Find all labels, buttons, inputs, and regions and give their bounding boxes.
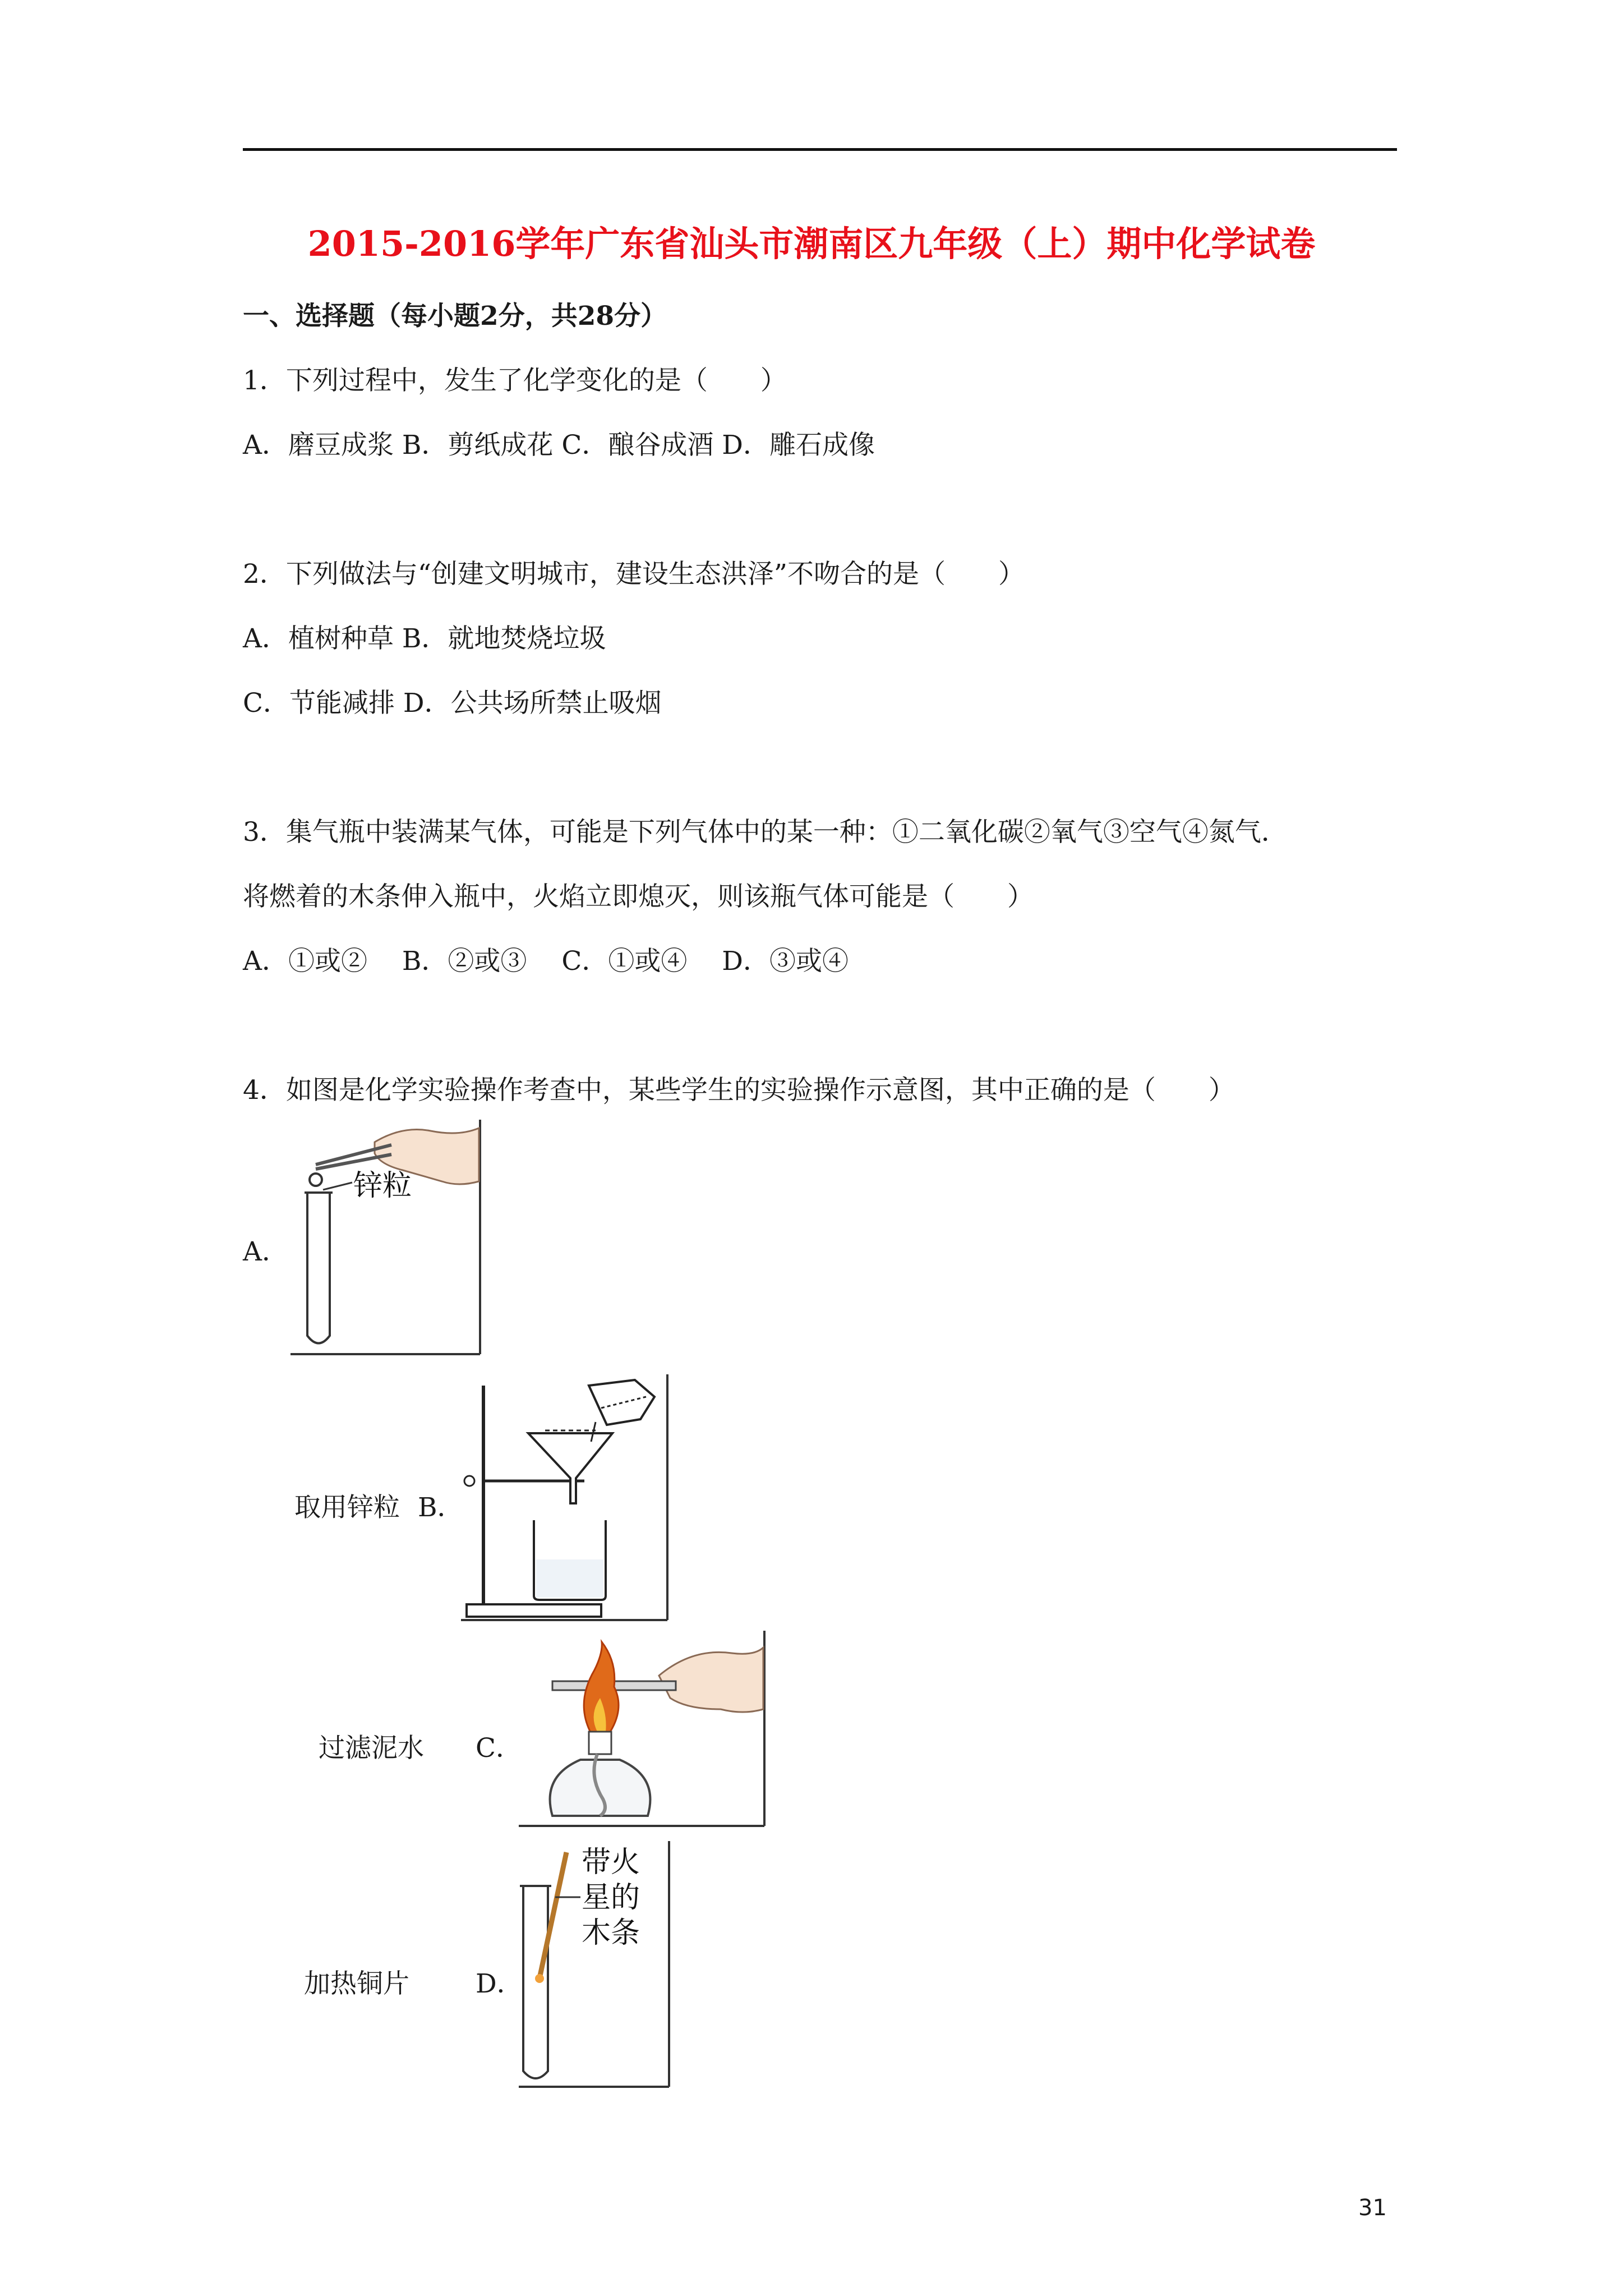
fig-d-text-1: 带火 <box>582 1846 640 1879</box>
exam-title: 2015-2016学年广东省汕头市潮南区九年级（上）期中化学试卷 <box>307 223 1316 264</box>
q4-caption-c: 加热铜片 <box>304 1968 409 1999</box>
q1-options: A．磨豆成浆 B．剪纸成花 C．酿谷成酒 D．雕石成像 <box>243 430 875 461</box>
q4-label-c: C． <box>476 1733 522 1764</box>
q4-stem: 4．如图是化学实验操作考查中，某些学生的实验操作示意图，其中正确的是（ ） <box>243 1075 1235 1106</box>
figure-a-zinc-granule <box>291 1120 481 1355</box>
fig-d-text-2: 星的 <box>582 1881 640 1915</box>
q4-label-b: B． <box>418 1492 464 1523</box>
figure-b-filtration <box>461 1374 668 1621</box>
q2-options-line1: A．植树种草 B．就地焚烧垃圾 <box>243 623 606 654</box>
q2-stem: 2．下列做法与“创建文明城市，建设生态洪泽”不吻合的是（ ） <box>243 559 1025 590</box>
q1-stem: 1．下列过程中，发生了化学变化的是（ ） <box>243 365 787 396</box>
q2-options-line2: C．节能减排 D．公共场所禁止吸烟 <box>243 688 662 719</box>
section-heading: 一、选择题（每小题2分，共28分） <box>243 301 667 332</box>
q3-options: A．①或② B．②或③ C．①或④ D．③或④ <box>243 946 849 977</box>
q3-stem-line2: 将燃着的木条伸入瓶中，火焰立即熄灭，则该瓶气体可能是（ ） <box>243 881 1034 912</box>
q4-caption-b: 过滤泥水 <box>319 1733 424 1764</box>
header-rule <box>243 148 1397 151</box>
q3-stem-line1: 3．集气瓶中装满某气体，可能是下列气体中的某一种：①二氧化碳②氧气③空气④氮气． <box>243 817 1288 848</box>
q4-caption-a: 取用锌粒 <box>294 1492 400 1523</box>
fig-d-text-3: 木条 <box>582 1916 640 1950</box>
figure-d-glowing-splint <box>519 1841 676 2088</box>
q4-label-a: A． <box>243 1236 288 1267</box>
figure-c-heating-copper <box>519 1631 766 1827</box>
q4-label-d: D． <box>476 1968 523 1999</box>
fig-a-label: 锌粒 <box>353 1169 412 1203</box>
page-number: 31 <box>1358 2195 1387 2221</box>
